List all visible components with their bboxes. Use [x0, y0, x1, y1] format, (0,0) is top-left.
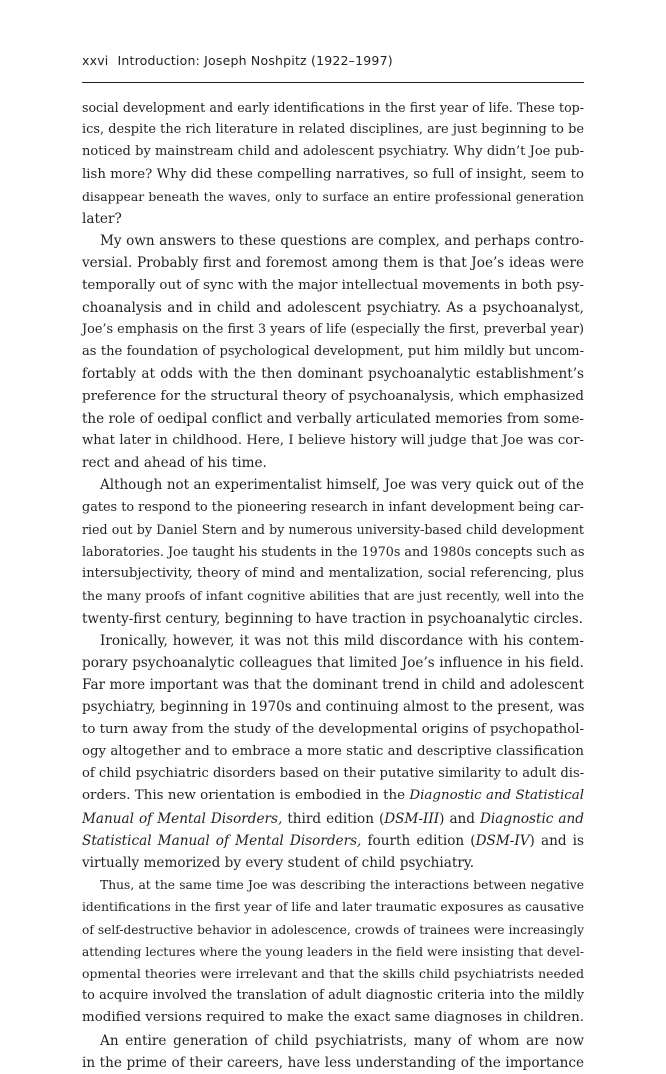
- text-line: as the foundation of psychological development, put him mildly but uncom-: [82, 344, 584, 360]
- text-line: opmental theories were irrelevant and that the skills child psychiatrists needed: [82, 965, 584, 981]
- paragraph-3: [82, 474, 584, 629]
- body-text: [82, 97, 584, 1074]
- page-number: xxvi: [82, 53, 109, 68]
- text-line: modified versions required to make the exact same diagnoses in children.: [82, 1010, 584, 1026]
- book-title: Manual of Mental Disorders,: [82, 810, 283, 827]
- text-line: rect and ahead of his time.: [82, 455, 267, 472]
- text-line: preference for the structural theory of psychoanalysis, which emphasized: [82, 388, 584, 404]
- text-line: in the prime of their careers, have less understanding of the importance: [82, 1054, 584, 1071]
- text-line: virtually memorized by every student of child psychiatry.: [82, 854, 475, 871]
- text-line: intersubjectivity, theory of mind and mentalization, social referencing, plus: [82, 566, 584, 582]
- text-line: [82, 830, 584, 852]
- text-line: temporally out of sync with the major intellectual movements in both psy-: [82, 277, 584, 293]
- text-line: the role of oedipal conflict and verbally articulated memories from some-: [82, 410, 584, 427]
- text-run: fourth edition (: [361, 832, 476, 849]
- text-line: what later in childhood. Here, I believe history will judge that Joe was cor-: [82, 433, 584, 449]
- running-head: [82, 51, 584, 71]
- text-line: [82, 785, 584, 807]
- text-line: gates to respond to the pioneering research in infant development being car-: [82, 499, 584, 515]
- text-line: versial. Probably first and foremost among them is that Joe’s ideas were: [82, 255, 584, 272]
- book-title: Statistical Manual of Mental Disorders,: [82, 832, 362, 849]
- text-line: fortably at odds with the then dominant psychoanalytic establishment’s: [82, 366, 584, 383]
- book-title: Diagnostic and Statistical: [409, 788, 584, 804]
- abbreviation: DSM-III: [384, 810, 440, 827]
- text-line: ried out by Daniel Stern and by numerous university-based child development: [82, 521, 584, 537]
- text-line: identifications in the first year of life and later traumatic exposures as causative: [82, 900, 584, 915]
- text-line: Joe’s emphasis on the first 3 years of life (especially the first, preverbal year): [82, 322, 584, 338]
- text-line: Ironically, however, it was not this mild discordance with his contem-: [100, 632, 584, 649]
- text-line: choanalysis and in child and adolescent psychiatry. As a psychoanalyst,: [82, 299, 584, 316]
- text-line: of child psychiatric disorders based on their putative similarity to adult dis-: [82, 766, 585, 782]
- book-title: Diagnostic and: [480, 810, 584, 827]
- text-line: porary psychoanalytic colleagues that limited Joe’s influence in his field.: [82, 655, 584, 672]
- text-run: third edition (: [282, 810, 385, 827]
- text-line: My own answers to these questions are complex, and perhaps contro-: [100, 233, 584, 250]
- paragraph-4: [82, 630, 584, 874]
- text-line: to turn away from the study of the developmental origins of psychopathol-: [82, 721, 584, 737]
- paragraph-1: [82, 97, 584, 230]
- text-line: lish more? Why did these compelling narratives, so full of insight, seem to: [82, 166, 584, 182]
- text-run: orders. This new orientation is embodied in the: [82, 788, 410, 804]
- text-line: Far more important was that the dominant trend in child and adolescent: [82, 677, 584, 694]
- text-line: An entire generation of child psychiatrists, many of whom are now: [100, 1032, 584, 1049]
- header-rule: [82, 82, 584, 83]
- paragraph-6: [82, 1030, 584, 1074]
- paragraph-5: [82, 874, 584, 1029]
- text-run: ) and is: [529, 832, 585, 849]
- text-line: the many proofs of infant cognitive abilities that are just recently, well into the: [82, 588, 584, 604]
- text-line: Thus, at the same time Joe was describing the interactions between negative: [100, 878, 584, 893]
- text-line: Although not an experimentalist himself, Joe was very quick out of the: [100, 477, 584, 494]
- text-line: social development and early identifications in the first year of life. These top-: [82, 100, 584, 115]
- text-line: of self-destructive behavior in adolescence, crowds of trainees were increasingly: [82, 922, 584, 937]
- text-line: laboratories. Joe taught his students in the 1970s and 1980s concepts such as: [82, 544, 585, 560]
- text-line: to acquire involved the translation of adult diagnostic criteria into the mildly: [82, 988, 584, 1004]
- text-line: ogy altogether and to embrace a more static and descriptive classification: [82, 743, 584, 759]
- paragraph-2: [82, 230, 584, 474]
- text-line: [82, 808, 584, 830]
- text-line: attending lectures where the young leaders in the field were insisting that devel-: [82, 944, 584, 959]
- text-line: noticed by mainstream child and adolescent psychiatry. Why didn’t Joe pub-: [82, 144, 584, 160]
- running-title: Introduction: Joseph Noshpitz (1922–1997): [117, 53, 393, 68]
- text-line: twenty-first century, beginning to have traction in psychoanalytic circles.: [82, 610, 584, 627]
- text-run: ) and: [439, 810, 481, 827]
- text-line: disappear beneath the waves, only to surface an entire professional generation: [82, 188, 584, 204]
- text-line: later?: [82, 211, 122, 228]
- text-line: psychiatry, beginning in 1970s and continuing almost to the present, was: [82, 699, 585, 716]
- abbreviation: DSM-IV: [475, 832, 530, 849]
- text-line: ics, despite the rich literature in related disciplines, are just beginning to be: [82, 122, 584, 138]
